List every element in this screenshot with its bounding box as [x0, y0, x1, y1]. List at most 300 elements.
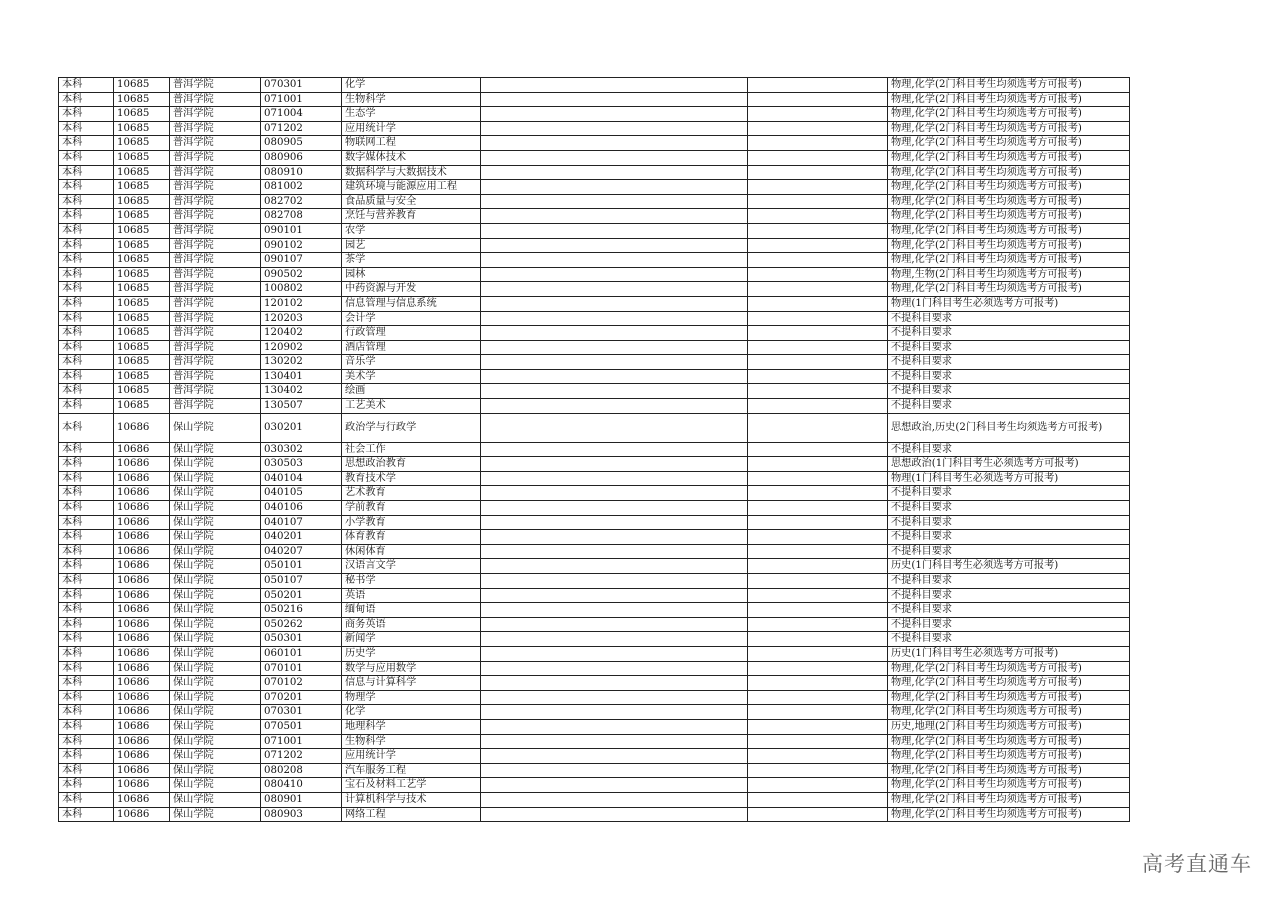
blank-cell — [481, 253, 748, 268]
blank-cell — [481, 296, 748, 311]
table-row — [59, 223, 1130, 238]
school-name-cell: 保山学院 — [170, 603, 261, 618]
school-name-cell: 普洱学院 — [170, 399, 261, 414]
requirement-cell: 不提科目要求 — [888, 369, 1130, 384]
blank-cell — [748, 676, 888, 691]
major-code-cell: 050101 — [261, 559, 342, 574]
school-code-cell: 10686 — [114, 603, 170, 618]
requirement-cell: 不提科目要求 — [888, 574, 1130, 589]
school-name-cell: 保山学院 — [170, 486, 261, 501]
school-code-cell: 10686 — [114, 705, 170, 720]
major-code-cell: 080905 — [261, 136, 342, 151]
requirement-cell: 物理,化学(2门科目考生均须选考方可报考) — [888, 282, 1130, 297]
table-row — [59, 515, 1130, 530]
table-row — [59, 238, 1130, 253]
blank-cell — [748, 282, 888, 297]
major-name-cell: 茶学 — [342, 253, 481, 268]
blank-cell — [481, 107, 748, 122]
requirement-cell: 不提科目要求 — [888, 399, 1130, 414]
blank-cell — [748, 92, 888, 107]
level-cell: 本科 — [59, 136, 114, 151]
school-code-cell: 10685 — [114, 165, 170, 180]
table-row — [59, 267, 1130, 282]
school-name-cell: 保山学院 — [170, 807, 261, 822]
requirement-cell: 物理,化学(2门科目考生均须选考方可报考) — [888, 792, 1130, 807]
major-code-cell: 090107 — [261, 253, 342, 268]
level-cell: 本科 — [59, 384, 114, 399]
school-name-cell: 保山学院 — [170, 413, 261, 442]
school-code-cell: 10686 — [114, 515, 170, 530]
blank-cell — [748, 705, 888, 720]
school-name-cell: 保山学院 — [170, 792, 261, 807]
table-row — [59, 734, 1130, 749]
major-code-cell: 090102 — [261, 238, 342, 253]
level-cell: 本科 — [59, 603, 114, 618]
blank-cell — [748, 369, 888, 384]
major-code-cell: 050262 — [261, 617, 342, 632]
major-name-cell: 数字媒体技术 — [342, 150, 481, 165]
requirement-cell: 不提科目要求 — [888, 515, 1130, 530]
level-cell: 本科 — [59, 340, 114, 355]
level-cell: 本科 — [59, 413, 114, 442]
school-code-cell: 10686 — [114, 617, 170, 632]
table-row — [59, 369, 1130, 384]
school-name-cell: 保山学院 — [170, 457, 261, 472]
requirement-cell: 物理,化学(2门科目考生均须选考方可报考) — [888, 107, 1130, 122]
requirement-cell: 历史,地理(2门科目考生均须选考方可报考) — [888, 719, 1130, 734]
school-name-cell: 普洱学院 — [170, 282, 261, 297]
school-name-cell: 保山学院 — [170, 690, 261, 705]
requirement-cell: 不提科目要求 — [888, 617, 1130, 632]
blank-cell — [481, 369, 748, 384]
requirement-cell: 不提科目要求 — [888, 326, 1130, 341]
table-row — [59, 661, 1130, 676]
blank-cell — [748, 223, 888, 238]
major-code-cell: 071202 — [261, 749, 342, 764]
major-code-cell: 040207 — [261, 544, 342, 559]
major-code-cell: 070501 — [261, 719, 342, 734]
table-row — [59, 763, 1130, 778]
requirement-cell: 物理,化学(2门科目考生均须选考方可报考) — [888, 92, 1130, 107]
major-code-cell: 070301 — [261, 78, 342, 93]
requirement-cell: 物理,化学(2门科目考生均须选考方可报考) — [888, 690, 1130, 705]
level-cell: 本科 — [59, 719, 114, 734]
major-name-cell: 会计学 — [342, 311, 481, 326]
major-code-cell: 070102 — [261, 676, 342, 691]
blank-cell — [481, 719, 748, 734]
requirement-cell: 物理,生物(2门科目考生均须选考方可报考) — [888, 267, 1130, 282]
table-row — [59, 603, 1130, 618]
major-name-cell: 行政管理 — [342, 326, 481, 341]
table-row — [59, 311, 1130, 326]
major-code-cell: 080410 — [261, 778, 342, 793]
blank-cell — [748, 574, 888, 589]
major-code-cell: 080901 — [261, 792, 342, 807]
school-code-cell: 10686 — [114, 763, 170, 778]
school-code-cell: 10686 — [114, 690, 170, 705]
requirement-cell: 不提科目要求 — [888, 442, 1130, 457]
school-name-cell: 保山学院 — [170, 763, 261, 778]
level-cell: 本科 — [59, 676, 114, 691]
blank-cell — [481, 588, 748, 603]
blank-cell — [748, 559, 888, 574]
level-cell: 本科 — [59, 209, 114, 224]
blank-cell — [481, 792, 748, 807]
school-code-cell: 10686 — [114, 413, 170, 442]
major-name-cell: 园艺 — [342, 238, 481, 253]
blank-cell — [481, 238, 748, 253]
table-row — [59, 413, 1130, 442]
school-code-cell: 10686 — [114, 442, 170, 457]
requirement-cell: 不提科目要求 — [888, 530, 1130, 545]
table-row — [59, 121, 1130, 136]
level-cell: 本科 — [59, 296, 114, 311]
blank-cell — [748, 588, 888, 603]
school-code-cell: 10686 — [114, 749, 170, 764]
school-code-cell: 10685 — [114, 253, 170, 268]
level-cell: 本科 — [59, 617, 114, 632]
table-row — [59, 530, 1130, 545]
major-name-cell: 音乐学 — [342, 355, 481, 370]
school-code-cell: 10685 — [114, 340, 170, 355]
major-code-cell: 060101 — [261, 646, 342, 661]
major-name-cell: 应用统计学 — [342, 749, 481, 764]
school-name-cell: 普洱学院 — [170, 92, 261, 107]
school-name-cell: 普洱学院 — [170, 136, 261, 151]
school-code-cell: 10685 — [114, 180, 170, 195]
requirement-cell: 物理,化学(2门科目考生均须选考方可报考) — [888, 78, 1130, 93]
major-code-cell: 082702 — [261, 194, 342, 209]
blank-cell — [481, 267, 748, 282]
major-code-cell: 050301 — [261, 632, 342, 647]
table-row — [59, 749, 1130, 764]
blank-cell — [481, 486, 748, 501]
major-name-cell: 思想政治教育 — [342, 457, 481, 472]
school-name-cell: 普洱学院 — [170, 194, 261, 209]
requirement-cell: 物理,化学(2门科目考生均须选考方可报考) — [888, 734, 1130, 749]
major-code-cell: 120902 — [261, 340, 342, 355]
requirement-cell: 不提科目要求 — [888, 603, 1130, 618]
level-cell: 本科 — [59, 282, 114, 297]
table-row — [59, 165, 1130, 180]
blank-cell — [748, 457, 888, 472]
blank-cell — [748, 355, 888, 370]
blank-cell — [748, 617, 888, 632]
major-code-cell: 071001 — [261, 92, 342, 107]
major-code-cell: 030302 — [261, 442, 342, 457]
requirement-cell: 不提科目要求 — [888, 501, 1130, 516]
requirement-cell: 不提科目要求 — [888, 355, 1130, 370]
school-name-cell: 保山学院 — [170, 574, 261, 589]
blank-cell — [748, 646, 888, 661]
school-name-cell: 保山学院 — [170, 778, 261, 793]
level-cell: 本科 — [59, 661, 114, 676]
table-row — [59, 632, 1130, 647]
major-name-cell: 农学 — [342, 223, 481, 238]
major-name-cell: 汽车服务工程 — [342, 763, 481, 778]
level-cell: 本科 — [59, 238, 114, 253]
school-name-cell: 普洱学院 — [170, 78, 261, 93]
level-cell: 本科 — [59, 267, 114, 282]
school-name-cell: 普洱学院 — [170, 238, 261, 253]
major-name-cell: 应用统计学 — [342, 121, 481, 136]
table-row — [59, 340, 1130, 355]
requirement-cell: 思想政治,历史(2门科目考生均须选考方可报考) — [888, 413, 1130, 442]
blank-cell — [748, 719, 888, 734]
school-code-cell: 10686 — [114, 661, 170, 676]
level-cell: 本科 — [59, 690, 114, 705]
blank-cell — [481, 574, 748, 589]
major-name-cell: 园林 — [342, 267, 481, 282]
school-code-cell: 10686 — [114, 734, 170, 749]
level-cell: 本科 — [59, 399, 114, 414]
major-name-cell: 宝石及材料工艺学 — [342, 778, 481, 793]
blank-cell — [748, 326, 888, 341]
school-name-cell: 普洱学院 — [170, 267, 261, 282]
major-code-cell: 071001 — [261, 734, 342, 749]
major-code-cell: 080910 — [261, 165, 342, 180]
requirement-cell: 物理,化学(2门科目考生均须选考方可报考) — [888, 778, 1130, 793]
level-cell: 本科 — [59, 646, 114, 661]
blank-cell — [748, 311, 888, 326]
blank-cell — [481, 413, 748, 442]
table-row — [59, 792, 1130, 807]
table-row — [59, 457, 1130, 472]
table-row — [59, 384, 1130, 399]
school-name-cell: 保山学院 — [170, 559, 261, 574]
school-code-cell: 10685 — [114, 355, 170, 370]
table-row — [59, 442, 1130, 457]
blank-cell — [748, 442, 888, 457]
blank-cell — [748, 384, 888, 399]
major-name-cell: 中药资源与开发 — [342, 282, 481, 297]
blank-cell — [748, 267, 888, 282]
school-name-cell: 普洱学院 — [170, 107, 261, 122]
school-code-cell: 10685 — [114, 107, 170, 122]
school-code-cell: 10685 — [114, 92, 170, 107]
table-row — [59, 574, 1130, 589]
blank-cell — [748, 690, 888, 705]
level-cell: 本科 — [59, 705, 114, 720]
blank-cell — [481, 355, 748, 370]
requirement-cell: 思想政治(1门科目考生必须选考方可报考) — [888, 457, 1130, 472]
table-row — [59, 719, 1130, 734]
blank-cell — [748, 530, 888, 545]
level-cell: 本科 — [59, 749, 114, 764]
blank-cell — [748, 78, 888, 93]
table-row — [59, 107, 1130, 122]
school-name-cell: 保山学院 — [170, 530, 261, 545]
level-cell: 本科 — [59, 457, 114, 472]
major-code-cell: 081002 — [261, 180, 342, 195]
major-name-cell: 生态学 — [342, 107, 481, 122]
requirement-cell: 物理,化学(2门科目考生均须选考方可报考) — [888, 136, 1130, 151]
requirement-cell: 物理(1门科目考生必须选考方可报考) — [888, 471, 1130, 486]
school-code-cell: 10685 — [114, 384, 170, 399]
school-name-cell: 保山学院 — [170, 544, 261, 559]
blank-cell — [748, 150, 888, 165]
level-cell: 本科 — [59, 150, 114, 165]
major-name-cell: 数据科学与大数据技术 — [342, 165, 481, 180]
requirement-cell: 物理,化学(2门科目考生均须选考方可报考) — [888, 676, 1130, 691]
blank-cell — [481, 384, 748, 399]
blank-cell — [481, 676, 748, 691]
major-code-cell: 080208 — [261, 763, 342, 778]
blank-cell — [481, 617, 748, 632]
requirement-cell: 不提科目要求 — [888, 588, 1130, 603]
blank-cell — [481, 530, 748, 545]
table-row — [59, 209, 1130, 224]
level-cell: 本科 — [59, 588, 114, 603]
school-name-cell: 普洱学院 — [170, 253, 261, 268]
level-cell: 本科 — [59, 311, 114, 326]
blank-cell — [481, 209, 748, 224]
school-code-cell: 10686 — [114, 471, 170, 486]
school-code-cell: 10685 — [114, 296, 170, 311]
table-row — [59, 471, 1130, 486]
major-code-cell: 050107 — [261, 574, 342, 589]
major-code-cell: 120402 — [261, 326, 342, 341]
blank-cell — [481, 734, 748, 749]
major-code-cell: 030201 — [261, 413, 342, 442]
school-code-cell: 10686 — [114, 778, 170, 793]
level-cell: 本科 — [59, 180, 114, 195]
major-code-cell: 090502 — [261, 267, 342, 282]
school-code-cell: 10686 — [114, 807, 170, 822]
school-code-cell: 10685 — [114, 223, 170, 238]
level-cell: 本科 — [59, 763, 114, 778]
school-name-cell: 普洱学院 — [170, 121, 261, 136]
major-code-cell: 130202 — [261, 355, 342, 370]
blank-cell — [481, 501, 748, 516]
table-row — [59, 180, 1130, 195]
blank-cell — [748, 486, 888, 501]
level-cell: 本科 — [59, 486, 114, 501]
major-code-cell: 040104 — [261, 471, 342, 486]
requirement-cell: 物理,化学(2门科目考生均须选考方可报考) — [888, 253, 1130, 268]
table-row — [59, 501, 1130, 516]
blank-cell — [481, 763, 748, 778]
school-name-cell: 保山学院 — [170, 719, 261, 734]
school-name-cell: 保山学院 — [170, 632, 261, 647]
blank-cell — [481, 311, 748, 326]
blank-cell — [481, 282, 748, 297]
major-name-cell: 艺术教育 — [342, 486, 481, 501]
major-name-cell: 网络工程 — [342, 807, 481, 822]
major-name-cell: 社会工作 — [342, 442, 481, 457]
table-row — [59, 807, 1130, 822]
major-code-cell: 071202 — [261, 121, 342, 136]
watermark-logo: 高考直通车 — [1142, 852, 1252, 876]
school-name-cell: 保山学院 — [170, 588, 261, 603]
blank-cell — [748, 763, 888, 778]
table-row — [59, 136, 1130, 151]
major-code-cell: 130401 — [261, 369, 342, 384]
level-cell: 本科 — [59, 544, 114, 559]
blank-cell — [748, 340, 888, 355]
blank-cell — [481, 632, 748, 647]
blank-cell — [748, 792, 888, 807]
major-code-cell: 040106 — [261, 501, 342, 516]
requirement-cell: 不提科目要求 — [888, 311, 1130, 326]
major-code-cell: 071004 — [261, 107, 342, 122]
table-row — [59, 399, 1130, 414]
school-name-cell: 普洱学院 — [170, 369, 261, 384]
blank-cell — [481, 121, 748, 136]
level-cell: 本科 — [59, 778, 114, 793]
school-name-cell: 普洱学院 — [170, 355, 261, 370]
table-row — [59, 486, 1130, 501]
requirement-cell: 物理,化学(2门科目考生均须选考方可报考) — [888, 807, 1130, 822]
blank-cell — [481, 442, 748, 457]
blank-cell — [748, 632, 888, 647]
blank-cell — [748, 734, 888, 749]
blank-cell — [748, 471, 888, 486]
school-name-cell: 保山学院 — [170, 471, 261, 486]
school-name-cell: 保山学院 — [170, 734, 261, 749]
blank-cell — [481, 180, 748, 195]
level-cell: 本科 — [59, 326, 114, 341]
subject-requirement-table — [58, 77, 1130, 822]
major-name-cell: 美术学 — [342, 369, 481, 384]
major-name-cell: 信息管理与信息系统 — [342, 296, 481, 311]
requirement-cell: 物理,化学(2门科目考生均须选考方可报考) — [888, 180, 1130, 195]
major-name-cell: 缅甸语 — [342, 603, 481, 618]
level-cell: 本科 — [59, 792, 114, 807]
blank-cell — [748, 661, 888, 676]
major-name-cell: 休闲体育 — [342, 544, 481, 559]
blank-cell — [748, 413, 888, 442]
requirement-cell: 物理,化学(2门科目考生均须选考方可报考) — [888, 121, 1130, 136]
blank-cell — [481, 705, 748, 720]
blank-cell — [481, 457, 748, 472]
major-name-cell: 酒店管理 — [342, 340, 481, 355]
major-code-cell: 040107 — [261, 515, 342, 530]
major-name-cell: 新闻学 — [342, 632, 481, 647]
requirement-cell: 不提科目要求 — [888, 632, 1130, 647]
major-name-cell: 小学教育 — [342, 515, 481, 530]
school-code-cell: 10685 — [114, 121, 170, 136]
blank-cell — [481, 471, 748, 486]
school-code-cell: 10685 — [114, 150, 170, 165]
school-code-cell: 10686 — [114, 544, 170, 559]
blank-cell — [748, 515, 888, 530]
blank-cell — [481, 223, 748, 238]
school-name-cell: 普洱学院 — [170, 165, 261, 180]
major-code-cell: 070201 — [261, 690, 342, 705]
major-code-cell: 080906 — [261, 150, 342, 165]
school-code-cell: 10685 — [114, 238, 170, 253]
school-name-cell: 保山学院 — [170, 515, 261, 530]
blank-cell — [748, 180, 888, 195]
major-code-cell: 100802 — [261, 282, 342, 297]
school-name-cell: 保山学院 — [170, 617, 261, 632]
school-name-cell: 普洱学院 — [170, 223, 261, 238]
requirement-cell: 不提科目要求 — [888, 384, 1130, 399]
blank-cell — [748, 165, 888, 180]
school-name-cell: 普洱学院 — [170, 150, 261, 165]
level-cell: 本科 — [59, 515, 114, 530]
requirement-cell: 物理,化学(2门科目考生均须选考方可报考) — [888, 209, 1130, 224]
school-name-cell: 普洱学院 — [170, 296, 261, 311]
major-name-cell: 历史学 — [342, 646, 481, 661]
school-name-cell: 普洱学院 — [170, 180, 261, 195]
major-code-cell: 070101 — [261, 661, 342, 676]
blank-cell — [748, 136, 888, 151]
school-name-cell: 保山学院 — [170, 442, 261, 457]
level-cell: 本科 — [59, 501, 114, 516]
major-code-cell: 130507 — [261, 399, 342, 414]
